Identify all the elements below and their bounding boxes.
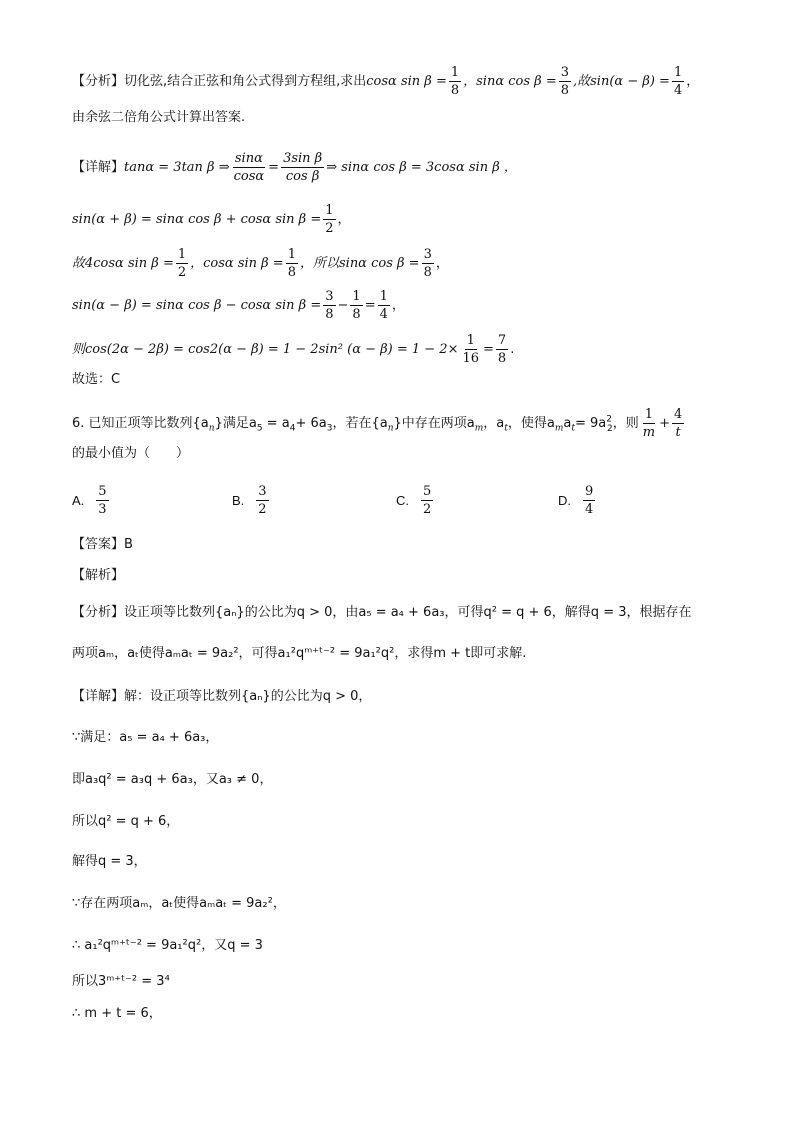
detail2-line-8: 所以3ᵐ⁺ᵗ⁻² = 3⁴ — [72, 974, 170, 989]
detail-tag: 【详解】 — [72, 159, 125, 174]
answer-line: 【答案】B — [72, 536, 133, 552]
jiexi-heading: 【解析】 — [72, 568, 125, 583]
detail2-line-2: ∵满足：a₅ = a₄ + 6a₃， — [72, 730, 219, 745]
option-c[interactable]: C. $\frac{5}{2}$ — [396, 483, 432, 517]
fraction: $\frac{\sin\alpha}{\cos\alpha}$ — [233, 151, 265, 184]
detail2-line-9: ∴ m + t = 6， — [72, 1006, 162, 1021]
analysis-line-1: 【分析】切化弦,结合正弦和角公式得到方程组,求出cosα sin β = $\frac{1}{8}$ ，sinα cos β = $\frac{3}{8}$ ,故sin(α − β) = $\frac{1}{4}$ ， — [72, 65, 700, 98]
fraction: $\frac{1}{16}$ — [462, 333, 480, 366]
question-6: 6. 已知正项等比数列$\{a_n\}$满足$a_5 = a_4+ 6a_3$，若在$\{a_n\}$中存在两项$a_m$，$a_t$，使得$a_ma_t= 9a^2_2$，则 $\frac{1}{m}$ + $\frac{4}{t}$ — [72, 407, 683, 440]
fraction: $\frac{1}{4}$ — [379, 289, 388, 322]
fraction: $\frac{3}{8}$ — [560, 65, 569, 98]
choice-line: 故选：C — [72, 372, 121, 387]
detail2-line-1: 【详解】解：设正项等比数列{aₙ}的公比为q > 0， — [72, 688, 372, 704]
detail2-line-3: 即a₃q² = a₃q + 6a₃，又a₃ ≠ 0， — [72, 772, 273, 787]
detail-line-5: 则cos(2α − 2β) = cos2(α − β) = 1 − 2sin² (α − β) = 1 − 2× $\frac{1}{16}$ = $\frac{7}{8}$ . — [72, 333, 515, 366]
analysis-line-2: 由余弦二倍角公式计算出答案. — [72, 110, 246, 125]
detail2-line-5: 解得q = 3， — [72, 854, 147, 869]
option-a[interactable]: A. $\frac{5}{3}$ — [72, 483, 107, 517]
option-d[interactable]: D. $\frac{9}{4}$ — [558, 483, 594, 517]
fraction: $\frac{1}{2}$ — [325, 203, 334, 236]
analysis-tag: 【分析】 — [72, 73, 125, 88]
question-6-line-2: 的最小值为（ ） — [72, 446, 190, 461]
fraction: $\frac{1}{m}$ — [642, 407, 656, 440]
detail2-line-4: 所以q² = q + 6， — [72, 814, 180, 829]
fraction: $\frac{\text{3sin β}}{\text{cos β}}$ — [283, 151, 323, 184]
fraction: $\frac{1}{2}$ — [177, 247, 187, 280]
fraction: $\frac{1}{8}$ — [287, 247, 296, 280]
option-b[interactable]: B. $\frac{3}{2}$ — [232, 483, 267, 517]
fraction: $\frac{3}{8}$ — [325, 289, 334, 322]
detail2-line-6: ∵存在两项aₘ，aₜ使得aₘaₜ = 9a₂²， — [72, 896, 286, 911]
detail2-line-7: ∴ a₁²qᵐ⁺ᵗ⁻² = 9a₁²q²，又q = 3 — [72, 938, 263, 953]
fraction: $\frac{1}{4}$ — [673, 65, 683, 98]
fraction: $\frac{4}{t}$ — [673, 407, 683, 440]
detail-line-2: sin(α + β) = sinα cos β + cosα sin β = $\frac{1}{2}$ ， — [72, 203, 351, 236]
analysis2-line-1: 【分析】设正项等比数列{aₙ}的公比为q > 0，由a₅ = a₄ + 6a₃，可得q² = q + 6，解得q = 3，根据存在 — [72, 604, 692, 620]
fraction: $\frac{3}{8}$ — [423, 247, 432, 280]
detail-line-1: 【详解】tanα = 3tan β ⇒ $\frac{\sin\alpha}{\cos\alpha}$ = $\frac{\text{3sin β}}{\text{cos β}}$ ⇒ sinα cos β = 3cosα sin β ， — [72, 151, 517, 184]
analysis2-line-2: 两项aₘ，aₜ使得aₘaₜ = 9a₂²，可得a₁²qᵐ⁺ᵗ⁻² = 9a₁²q²，求得m + t即可求解. — [72, 646, 527, 661]
fraction: $\frac{1}{8}$ — [450, 65, 460, 98]
detail-line-4: sin(α − β) = sinα cos β − cosα sin β = $\frac{3}{8}$ − $\frac{1}{8}$ = $\frac{1}{4}$ ， — [72, 289, 405, 322]
detail-line-3: 故4cosα sin β = $\frac{1}{2}$ ，cosα sin β = $\frac{1}{8}$ ，所以sinα cos β = $\frac{3}{8}$ ， — [72, 247, 449, 280]
fraction: $\frac{7}{8}$ — [497, 333, 507, 366]
fraction: $\frac{1}{8}$ — [352, 289, 361, 322]
